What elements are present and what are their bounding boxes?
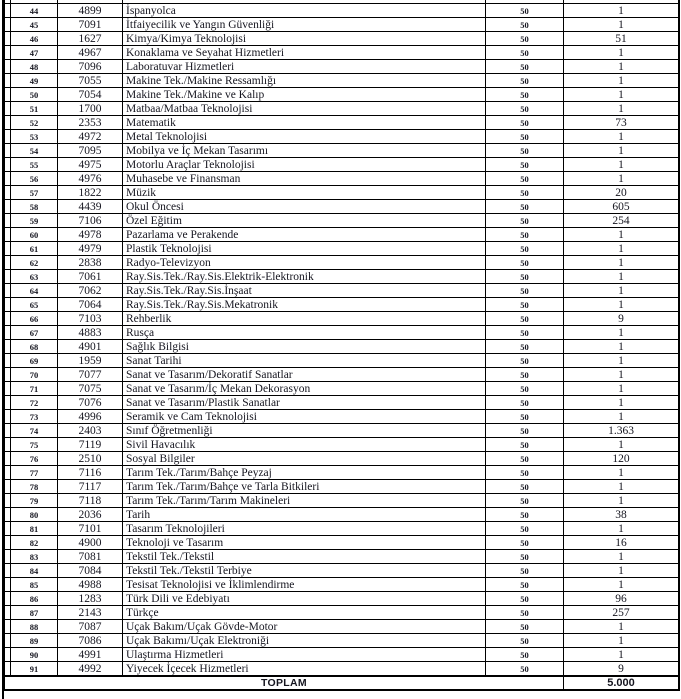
cell-no: 88 bbox=[11, 620, 58, 634]
cell-no: 87 bbox=[11, 606, 58, 620]
cell-branch: Yiyecek İçecek Hizmetleri bbox=[123, 662, 486, 677]
cell-quota: 50 bbox=[486, 522, 564, 536]
cell-branch: Laboratuvar Hizmetleri bbox=[123, 60, 486, 74]
cell-no: 61 bbox=[11, 242, 58, 256]
cell-quota: 50 bbox=[486, 648, 564, 662]
cell-count: 1 bbox=[564, 256, 679, 270]
cell-branch: Rehberlik bbox=[123, 312, 486, 326]
cell-no: 57 bbox=[11, 186, 58, 200]
cell-branch: Seramik ve Cam Teknolojisi bbox=[123, 410, 486, 424]
cell-branch: Radyo-Televizyon bbox=[123, 256, 486, 270]
cell-code: 4967 bbox=[58, 46, 123, 60]
cell-count: 1 bbox=[564, 438, 679, 452]
cell-code: 2510 bbox=[58, 452, 123, 466]
cell-branch: Tesisat Teknolojisi ve İklimlendirme bbox=[123, 578, 486, 592]
table-row bbox=[5, 410, 679, 424]
cell-code: 2353 bbox=[58, 116, 123, 130]
cell-branch: Tekstil Tek./Tekstil Terbiye bbox=[123, 564, 486, 578]
cell-no: 82 bbox=[11, 536, 58, 550]
table-row bbox=[5, 46, 679, 60]
cell-no: 90 bbox=[11, 648, 58, 662]
cell-quota: 50 bbox=[486, 494, 564, 508]
cell-quota: 50 bbox=[486, 130, 564, 144]
cell-quota: 50 bbox=[486, 200, 564, 214]
cell-no: 70 bbox=[11, 368, 58, 382]
table-row bbox=[5, 256, 679, 270]
cell-quota: 50 bbox=[486, 144, 564, 158]
cell-quota: 50 bbox=[486, 410, 564, 424]
cell-code: 7084 bbox=[58, 564, 123, 578]
cell-code: 4992 bbox=[58, 662, 123, 677]
cell-code: 7075 bbox=[58, 382, 123, 396]
cell-count: 1 bbox=[564, 88, 679, 102]
cell-no: 84 bbox=[11, 564, 58, 578]
cell-count: 1 bbox=[564, 480, 679, 494]
cell-no: 83 bbox=[11, 550, 58, 564]
cell-code: 7101 bbox=[58, 522, 123, 536]
cell-count: 38 bbox=[564, 508, 679, 522]
table-row bbox=[5, 592, 679, 606]
cell-code: 7118 bbox=[58, 494, 123, 508]
table-row bbox=[5, 158, 679, 172]
cell-branch: Türk Dili ve Edebiyatı bbox=[123, 592, 486, 606]
cell-code: 4991 bbox=[58, 648, 123, 662]
cell-no: 67 bbox=[11, 326, 58, 340]
cell-quota: 50 bbox=[486, 74, 564, 88]
cell-no: 54 bbox=[11, 144, 58, 158]
cell-no: 50 bbox=[11, 88, 58, 102]
cell-no: 74 bbox=[11, 424, 58, 438]
cell-count: 51 bbox=[564, 32, 679, 46]
cell-no: 51 bbox=[11, 102, 58, 116]
cell-no: 63 bbox=[11, 270, 58, 284]
table-footer bbox=[5, 676, 679, 690]
cell-quota: 50 bbox=[486, 396, 564, 410]
cell-quota: 50 bbox=[486, 228, 564, 242]
table-row bbox=[5, 382, 679, 396]
cell-branch: Metal Teknolojisi bbox=[123, 130, 486, 144]
table-row bbox=[5, 508, 679, 522]
cell-no: 47 bbox=[11, 46, 58, 60]
cell-branch: Ray.Sis.Tek./Ray.Sis.Mekatronik bbox=[123, 298, 486, 312]
cell-count: 1 bbox=[564, 382, 679, 396]
cell-count: 1 bbox=[564, 466, 679, 480]
cell-quota: 50 bbox=[486, 256, 564, 270]
cell-no: 79 bbox=[11, 494, 58, 508]
cell-quota: 50 bbox=[486, 326, 564, 340]
cell-branch: Rusça bbox=[123, 326, 486, 340]
cell-branch: Teknoloji ve Tasarım bbox=[123, 536, 486, 550]
cell-no: 52 bbox=[11, 116, 58, 130]
cell-branch: Ray.Sis.Tek./Ray.Sis.İnşaat bbox=[123, 284, 486, 298]
cell-count: 1 bbox=[564, 172, 679, 186]
cell-branch: Mobilya ve İç Mekan Tasarımı bbox=[123, 144, 486, 158]
cell-count: 73 bbox=[564, 116, 679, 130]
cell-branch: İspanyolca bbox=[123, 4, 486, 18]
table-row bbox=[5, 396, 679, 410]
cell-code: 2403 bbox=[58, 424, 123, 438]
cell-branch: Matbaa/Matbaa Teknolojisi bbox=[123, 102, 486, 116]
cell-branch: Sanat Tarihi bbox=[123, 354, 486, 368]
cell-quota: 50 bbox=[486, 158, 564, 172]
cell-code: 4978 bbox=[58, 228, 123, 242]
cell-count: 1 bbox=[564, 620, 679, 634]
cell-code: 7054 bbox=[58, 88, 123, 102]
cell-count: 1 bbox=[564, 354, 679, 368]
cell-quota: 50 bbox=[486, 452, 564, 466]
cell-count: 1 bbox=[564, 144, 679, 158]
cell-count: 1 bbox=[564, 494, 679, 508]
table-row bbox=[5, 130, 679, 144]
cell-branch: İtfaiyecilik ve Yangın Güvenliği bbox=[123, 18, 486, 32]
cell-quota: 50 bbox=[486, 186, 564, 200]
cell-quota: 50 bbox=[486, 60, 564, 74]
cell-branch: Motorlu Araçlar Teknolojisi bbox=[123, 158, 486, 172]
table-row bbox=[5, 116, 679, 130]
cell-quota: 50 bbox=[486, 368, 564, 382]
table-row bbox=[5, 438, 679, 452]
cell-count: 1 bbox=[564, 46, 679, 60]
table-row bbox=[5, 480, 679, 494]
cell-quota: 50 bbox=[486, 634, 564, 648]
cell-quota: 50 bbox=[486, 32, 564, 46]
cell-count: 1 bbox=[564, 60, 679, 74]
cell-branch: Sanat ve Tasarım/Plastik Sanatlar bbox=[123, 396, 486, 410]
cell-branch: Kimya/Kimya Teknolojisi bbox=[123, 32, 486, 46]
cell-code: 7076 bbox=[58, 396, 123, 410]
table-row bbox=[5, 578, 679, 592]
cell-code: 4979 bbox=[58, 242, 123, 256]
cell-code: 7064 bbox=[58, 298, 123, 312]
cell-code: 1822 bbox=[58, 186, 123, 200]
cell-quota: 50 bbox=[486, 382, 564, 396]
cell-branch: Tekstil Tek./Tekstil bbox=[123, 550, 486, 564]
cell-no: 49 bbox=[11, 74, 58, 88]
cell-branch: Tasarım Teknolojileri bbox=[123, 522, 486, 536]
table-row bbox=[5, 368, 679, 382]
cell-code: 2143 bbox=[58, 606, 123, 620]
cell-quota: 50 bbox=[486, 172, 564, 186]
cell-branch: Sağlık Bilgisi bbox=[123, 340, 486, 354]
cell-branch: Sanat ve Tasarım/İç Mekan Dekorasyon bbox=[123, 382, 486, 396]
table-body bbox=[5, 4, 679, 677]
cell-quota: 50 bbox=[486, 620, 564, 634]
cell-quota: 50 bbox=[486, 340, 564, 354]
cell-code: 4899 bbox=[58, 4, 123, 18]
cell-code: 4901 bbox=[58, 340, 123, 354]
cell-no: 73 bbox=[11, 410, 58, 424]
cell-quota: 50 bbox=[486, 312, 564, 326]
total-value: 5.000 bbox=[564, 676, 679, 690]
cell-quota: 50 bbox=[486, 18, 564, 32]
cell-branch: Tarım Tek./Tarım/Bahçe Peyzaj bbox=[123, 466, 486, 480]
cell-no: 80 bbox=[11, 508, 58, 522]
cell-quota: 50 bbox=[486, 438, 564, 452]
cell-count: 1 bbox=[564, 648, 679, 662]
cell-code: 7119 bbox=[58, 438, 123, 452]
cell-code: 2036 bbox=[58, 508, 123, 522]
cell-quota: 50 bbox=[486, 662, 564, 677]
cell-branch: Sivil Havacılık bbox=[123, 438, 486, 452]
cell-quota: 50 bbox=[486, 592, 564, 606]
cell-branch: Sosyal Bilgiler bbox=[123, 452, 486, 466]
cell-quota: 50 bbox=[486, 480, 564, 494]
table-row bbox=[5, 144, 679, 158]
cell-code: 7055 bbox=[58, 74, 123, 88]
cell-code: 4996 bbox=[58, 410, 123, 424]
cell-count: 1 bbox=[564, 18, 679, 32]
cell-branch: Türkçe bbox=[123, 606, 486, 620]
cell-code: 7081 bbox=[58, 550, 123, 564]
table-row bbox=[5, 606, 679, 620]
cell-code: 4972 bbox=[58, 130, 123, 144]
table-row bbox=[5, 18, 679, 32]
cell-branch: Sınıf Öğretmenliği bbox=[123, 424, 486, 438]
cell-quota: 50 bbox=[486, 508, 564, 522]
table-row bbox=[5, 312, 679, 326]
cell-code: 7116 bbox=[58, 466, 123, 480]
cell-no: 58 bbox=[11, 200, 58, 214]
cell-code: 1959 bbox=[58, 354, 123, 368]
cell-count: 1 bbox=[564, 228, 679, 242]
table-row bbox=[5, 172, 679, 186]
cell-branch: Makine Tek./Makine Ressamlığı bbox=[123, 74, 486, 88]
cell-count: 1 bbox=[564, 102, 679, 116]
cell-count: 20 bbox=[564, 186, 679, 200]
total-row bbox=[5, 676, 679, 690]
cell-branch: Tarım Tek./Tarım/Bahçe ve Tarla Bitkileri bbox=[123, 480, 486, 494]
cell-no: 55 bbox=[11, 158, 58, 172]
cell-no: 65 bbox=[11, 298, 58, 312]
table-row bbox=[5, 88, 679, 102]
cell-count: 1 bbox=[564, 340, 679, 354]
table-row bbox=[5, 354, 679, 368]
cell-branch: Tarım Tek./Tarım/Tarım Makineleri bbox=[123, 494, 486, 508]
cell-quota: 50 bbox=[486, 606, 564, 620]
cell-quota: 50 bbox=[486, 242, 564, 256]
table-row bbox=[5, 564, 679, 578]
cell-count: 1 bbox=[564, 130, 679, 144]
cell-count: 1 bbox=[564, 550, 679, 564]
cell-no: 56 bbox=[11, 172, 58, 186]
table-row bbox=[5, 284, 679, 298]
cell-count: 1 bbox=[564, 410, 679, 424]
cell-quota: 50 bbox=[486, 102, 564, 116]
cell-no: 64 bbox=[11, 284, 58, 298]
cell-no: 68 bbox=[11, 340, 58, 354]
table-row bbox=[5, 550, 679, 564]
cell-count: 9 bbox=[564, 312, 679, 326]
cell-count: 1 bbox=[564, 634, 679, 648]
cell-code: 7103 bbox=[58, 312, 123, 326]
cell-no: 81 bbox=[11, 522, 58, 536]
cell-quota: 50 bbox=[486, 88, 564, 102]
cell-code: 2838 bbox=[58, 256, 123, 270]
cell-no: 53 bbox=[11, 130, 58, 144]
cell-count: 1 bbox=[564, 522, 679, 536]
table-row bbox=[5, 620, 679, 634]
cell-no: 89 bbox=[11, 634, 58, 648]
cell-code: 4439 bbox=[58, 200, 123, 214]
cell-count: 96 bbox=[564, 592, 679, 606]
cell-no: 44 bbox=[11, 4, 58, 18]
cell-count: 1 bbox=[564, 326, 679, 340]
table-row bbox=[5, 270, 679, 284]
table-row bbox=[5, 186, 679, 200]
cell-code: 4976 bbox=[58, 172, 123, 186]
table-row bbox=[5, 424, 679, 438]
cell-code: 1627 bbox=[58, 32, 123, 46]
cell-code: 7095 bbox=[58, 144, 123, 158]
table-row bbox=[5, 634, 679, 648]
cell-no: 60 bbox=[11, 228, 58, 242]
cell-no: 46 bbox=[11, 32, 58, 46]
cell-no: 71 bbox=[11, 382, 58, 396]
cell-code: 4988 bbox=[58, 578, 123, 592]
table-row bbox=[5, 466, 679, 480]
cell-branch: Özel Eğitim bbox=[123, 214, 486, 228]
cell-quota: 50 bbox=[486, 424, 564, 438]
cell-quota: 50 bbox=[486, 354, 564, 368]
cell-code: 1283 bbox=[58, 592, 123, 606]
cell-code: 7077 bbox=[58, 368, 123, 382]
cell-count: 1 bbox=[564, 284, 679, 298]
cell-branch: Müzik bbox=[123, 186, 486, 200]
cell-code: 7117 bbox=[58, 480, 123, 494]
cell-count: 1 bbox=[564, 4, 679, 18]
cell-count: 120 bbox=[564, 452, 679, 466]
cell-branch: Uçak Bakım/Uçak Gövde-Motor bbox=[123, 620, 486, 634]
cell-branch: Ulaştırma Hizmetleri bbox=[123, 648, 486, 662]
cell-count: 9 bbox=[564, 662, 679, 677]
cell-no: 76 bbox=[11, 452, 58, 466]
cell-code: 4975 bbox=[58, 158, 123, 172]
table-row bbox=[5, 60, 679, 74]
cell-branch: Sanat ve Tasarım/Dekoratif Sanatlar bbox=[123, 368, 486, 382]
cell-branch: Muhasebe ve Finansman bbox=[123, 172, 486, 186]
cell-code: 4883 bbox=[58, 326, 123, 340]
table-row bbox=[5, 32, 679, 46]
cell-no: 48 bbox=[11, 60, 58, 74]
table-row bbox=[5, 522, 679, 536]
cell-count: 1 bbox=[564, 368, 679, 382]
cell-count: 1 bbox=[564, 242, 679, 256]
cell-branch: Tarih bbox=[123, 508, 486, 522]
table-row bbox=[5, 340, 679, 354]
table-row bbox=[5, 298, 679, 312]
cell-count: 1 bbox=[564, 578, 679, 592]
cell-quota: 50 bbox=[486, 4, 564, 18]
cell-count: 1 bbox=[564, 158, 679, 172]
cell-no: 86 bbox=[11, 592, 58, 606]
table-row bbox=[5, 242, 679, 256]
cell-no: 75 bbox=[11, 438, 58, 452]
cell-branch: Konaklama ve Seyahat Hizmetleri bbox=[123, 46, 486, 60]
cell-quota: 50 bbox=[486, 46, 564, 60]
cell-no: 91 bbox=[11, 662, 58, 677]
cell-code: 7091 bbox=[58, 18, 123, 32]
cell-branch: Ray.Sis.Tek./Ray.Sis.Elektrik-Elektronik bbox=[123, 270, 486, 284]
cell-count: 1 bbox=[564, 270, 679, 284]
cell-count: 1.363 bbox=[564, 424, 679, 438]
cell-no: 77 bbox=[11, 466, 58, 480]
cell-quota: 50 bbox=[486, 116, 564, 130]
cell-quota: 50 bbox=[486, 536, 564, 550]
table-row bbox=[5, 102, 679, 116]
table-row bbox=[5, 200, 679, 214]
cell-no: 59 bbox=[11, 214, 58, 228]
cell-count: 605 bbox=[564, 200, 679, 214]
cell-no: 66 bbox=[11, 312, 58, 326]
cell-count: 1 bbox=[564, 564, 679, 578]
cell-code: 7087 bbox=[58, 620, 123, 634]
cell-quota: 50 bbox=[486, 270, 564, 284]
cell-no: 72 bbox=[11, 396, 58, 410]
cell-branch: Plastik Teknolojisi bbox=[123, 242, 486, 256]
branch-quota-table-wrapper bbox=[2, 0, 680, 691]
cell-branch: Matematik bbox=[123, 116, 486, 130]
table-row bbox=[5, 74, 679, 88]
cell-count: 254 bbox=[564, 214, 679, 228]
cell-branch: Okul Öncesi bbox=[123, 200, 486, 214]
cell-code: 7106 bbox=[58, 214, 123, 228]
cell-quota: 50 bbox=[486, 564, 564, 578]
table-row bbox=[5, 4, 679, 18]
table-row bbox=[5, 452, 679, 466]
table-row bbox=[5, 326, 679, 340]
table-row bbox=[5, 662, 679, 677]
cell-no: 45 bbox=[11, 18, 58, 32]
cell-quota: 50 bbox=[486, 578, 564, 592]
cell-branch: Makine Tek./Makine ve Kalıp bbox=[123, 88, 486, 102]
cell-code: 1700 bbox=[58, 102, 123, 116]
cell-code: 4900 bbox=[58, 536, 123, 550]
table-border-stub bbox=[2, 691, 4, 699]
cell-quota: 50 bbox=[486, 550, 564, 564]
cell-branch: Pazarlama ve Perakende bbox=[123, 228, 486, 242]
table-row bbox=[5, 228, 679, 242]
cell-branch: Uçak Bakımı/Uçak Elektroniği bbox=[123, 634, 486, 648]
table-row bbox=[5, 214, 679, 228]
cell-count: 1 bbox=[564, 74, 679, 88]
cell-code: 7061 bbox=[58, 270, 123, 284]
branch-quota-table bbox=[4, 0, 679, 691]
cell-no: 85 bbox=[11, 578, 58, 592]
cell-code: 7062 bbox=[58, 284, 123, 298]
cell-no: 69 bbox=[11, 354, 58, 368]
cell-code: 7086 bbox=[58, 634, 123, 648]
cell-no: 78 bbox=[11, 480, 58, 494]
cell-count: 1 bbox=[564, 396, 679, 410]
cell-quota: 50 bbox=[486, 466, 564, 480]
cell-code: 7096 bbox=[58, 60, 123, 74]
total-label: TOPLAM bbox=[5, 676, 564, 690]
table-row bbox=[5, 648, 679, 662]
cell-quota: 50 bbox=[486, 298, 564, 312]
cell-count: 16 bbox=[564, 536, 679, 550]
table-row bbox=[5, 536, 679, 550]
cell-quota: 50 bbox=[486, 214, 564, 228]
cell-count: 257 bbox=[564, 606, 679, 620]
cell-quota: 50 bbox=[486, 284, 564, 298]
table-row bbox=[5, 494, 679, 508]
cell-count: 1 bbox=[564, 298, 679, 312]
cell-no: 62 bbox=[11, 256, 58, 270]
